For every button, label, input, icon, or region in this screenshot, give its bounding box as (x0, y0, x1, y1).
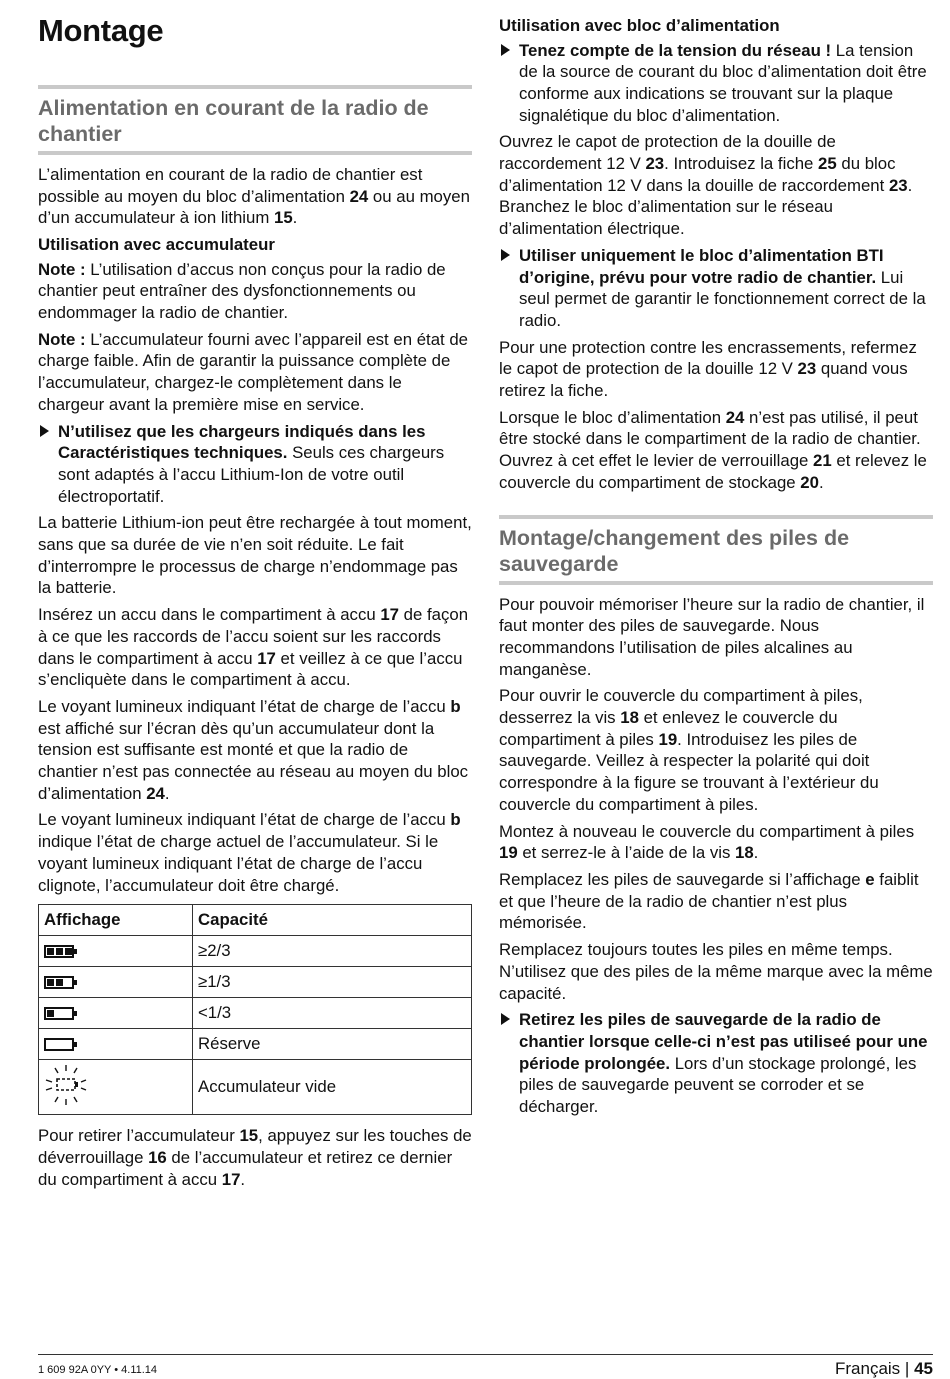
table-header-capacity: Capacité (193, 905, 472, 936)
paragraph-storage: Lorsque le bloc d’alimentation 24 n’est pas utilisé, il peut être stocké dans le compartiment de la radio de chantier. Ouvrez à cet effet le levier de verrouillage 21 et relevez le couvercle du compartiment de stockage 20. (499, 407, 927, 492)
left-column (38, 0, 472, 1195)
paragraph-open-cover: Pour ouvrir le couvercle du compartiment à piles, desserrez la vis 18 et enlevez le couvercle du compartiment à piles 19. Introduisez les piles de sauvegarde. Veillez à respecter la polarité qui doit correspondre à la figure se trouvant à l’extérieur du couvercle du compartiment à piles. (499, 686, 879, 814)
bullet-triangle-icon (501, 44, 510, 56)
battery-3-bars-icon (44, 945, 74, 958)
table-row (39, 1060, 472, 1115)
paragraph-replace-all: Remplacez toujours toutes les piles en même temps. N’utilisez que des piles de la même marque avec la même capacité. (499, 940, 933, 1003)
section-heading-power: Alimentation en courant de la radio de chantier (38, 85, 472, 155)
paragraph-backup-intro: Pour pouvoir mémoriser l’heure sur la radio de chantier, il faut monter des piles de sauvegarde. Nous recommandons l’utilisation de piles alcalines au manganèse. (499, 594, 925, 679)
battery-1-bar-icon (44, 1007, 74, 1020)
capacity-value: Accumulateur vide (193, 1060, 472, 1115)
paragraph-indicator: Le voyant lumineux indiquant l’état de charge de l’accu b est affiché sur l’écran dès qu’un accumulateur dont la tension est suffisante est monté et que la radio de chantier n’est pas connectée au réseau au moyen du bloc d’alimentation 24. (38, 696, 469, 803)
note-2: Note : L’accumulateur fourni avec l’appareil est en état de charge faible. Afin de garantir la puissance complète de l’accumulateur, chargez-le complètement dans le chargeur avant la première mise en service. (38, 329, 469, 414)
section-heading-backup-batteries: Montage/changement des piles de sauvegarde (499, 515, 933, 585)
bullet-triangle-icon (501, 249, 510, 261)
right-column (499, 0, 933, 1123)
table-row (39, 998, 472, 1029)
battery-empty-icon (44, 1038, 74, 1051)
table-row (39, 936, 472, 967)
paragraph-replace: Remplacez les piles de sauvegarde si l’affichage e faiblit et que l’heure de la radio de chantier n’est plus mémorisée. (499, 870, 919, 933)
battery-blinking-icon (44, 1063, 90, 1107)
capacity-value: <1/3 (193, 998, 472, 1029)
table-header-display: Affichage (39, 905, 193, 936)
bullet-chargers: N’utilisez que les chargeurs indiqués dans les Caractéristiques techniques. Seuls ces chargeurs sont adaptés à l’accu Lithium-Ion de votre outil électroportatif. (38, 421, 472, 508)
bullet-triangle-icon (40, 425, 49, 437)
bullet-original-supply: Utiliser uniquement le bloc d’alimentation BTI d’origine, prévu pour votre radio de chantier. Lui seul permet de garantir le fonctionnement correct de la radio. (499, 245, 933, 332)
paragraph-insert: Insérez un accu dans le compartiment à accu 17 de façon à ce que les raccords de l’accu soient sur les raccords dans le compartiment à accu 17 et veillez à ce que l’accu s’encliquète dans le compartiment à accu. (38, 605, 469, 690)
page-title: Montage (38, 13, 164, 48)
document-code: 1 609 92A 0YY • 4.11.14 (38, 1364, 158, 1376)
page-number-area (835, 1359, 933, 1379)
capacity-table (38, 904, 472, 1115)
table-row (39, 1029, 472, 1060)
paragraph-lithium: La batterie Lithium-ion peut être rechargée à tout moment, sans que sa durée de vie n’en soit réduite. Le fait d’interrompre le processus de charge n’endommage pas la batterie. (38, 513, 472, 598)
bullet-triangle-icon (501, 1013, 510, 1025)
separator: | (904, 1359, 910, 1378)
language-label: Français (835, 1359, 901, 1378)
paragraph-protection: Pour une protection contre les encrassements, refermez le capot de protection de la douille 12 V 23 quand vous retirez la fiche. (499, 337, 917, 401)
paragraph-connect: Ouvrez le capot de protection de la douille de raccordement 12 V 23. Introduisez la fiche 25 du bloc d’alimentation 12 V dans la douille de raccordement 23. Branchez le bloc d’alimentation sur le réseau d’alimentation électrique. (499, 132, 913, 239)
capacity-value: Réserve (193, 1029, 472, 1060)
battery-2-bars-icon (44, 976, 74, 989)
subheading-battery: Utilisation avec accumulateur (38, 235, 275, 255)
page-footer (38, 1354, 933, 1378)
paragraph-remove: Pour retirer l’accumulateur 15, appuyez sur les touches de déverrouillage 16 de l’accumulateur et retirez ce dernier du compartiment à accu 17. (38, 1126, 472, 1189)
table-row (39, 967, 472, 998)
bullet-remove-batteries: Retirez les piles de sauvegarde de la radio de chantier lorsque celle-ci n’est pas utiliseé pour une période prolongée. Lors d’un stockage prolongé, les piles de sauvegarde peuvent se corroder et se décharger. (499, 1009, 933, 1118)
paragraph-indicator-state: Le voyant lumineux indiquant l’état de charge de l’accu b indique l’état de charge actuel de l’accumulateur. Si le voyant lumineux indiquant l’état de charge de l’accu clignote, l’accumulateur doit être chargé. (38, 810, 461, 895)
capacity-value: ≥1/3 (193, 967, 472, 998)
capacity-value: ≥2/3 (193, 936, 472, 967)
bullet-voltage: Tenez compte de la tension du réseau ! La tension de la source de courant du bloc d’alimentation doit être conforme aux indications se trouvant sur la plaque signalétique du bloc d’alimentation. (499, 40, 933, 127)
page-number: 45 (914, 1359, 933, 1378)
table-header-row (39, 905, 472, 936)
intro-paragraph: L’alimentation en courant de la radio de chantier est possible au moyen du bloc d’alimentation 24 ou au moyen d’un accumulateur à ion lithium 15. (38, 165, 470, 228)
note-1: Note : L’utilisation d’accus non conçus pour la radio de chantier peut entraîner des dysfonctionnements ou endommager la radio de chantier. (38, 259, 446, 323)
subheading-power-supply: Utilisation avec bloc d’alimentation (499, 16, 780, 35)
paragraph-close-cover: Montez à nouveau le couvercle du compartiment à piles 19 et serrez-le à l’aide de la vis 18. (499, 821, 915, 863)
